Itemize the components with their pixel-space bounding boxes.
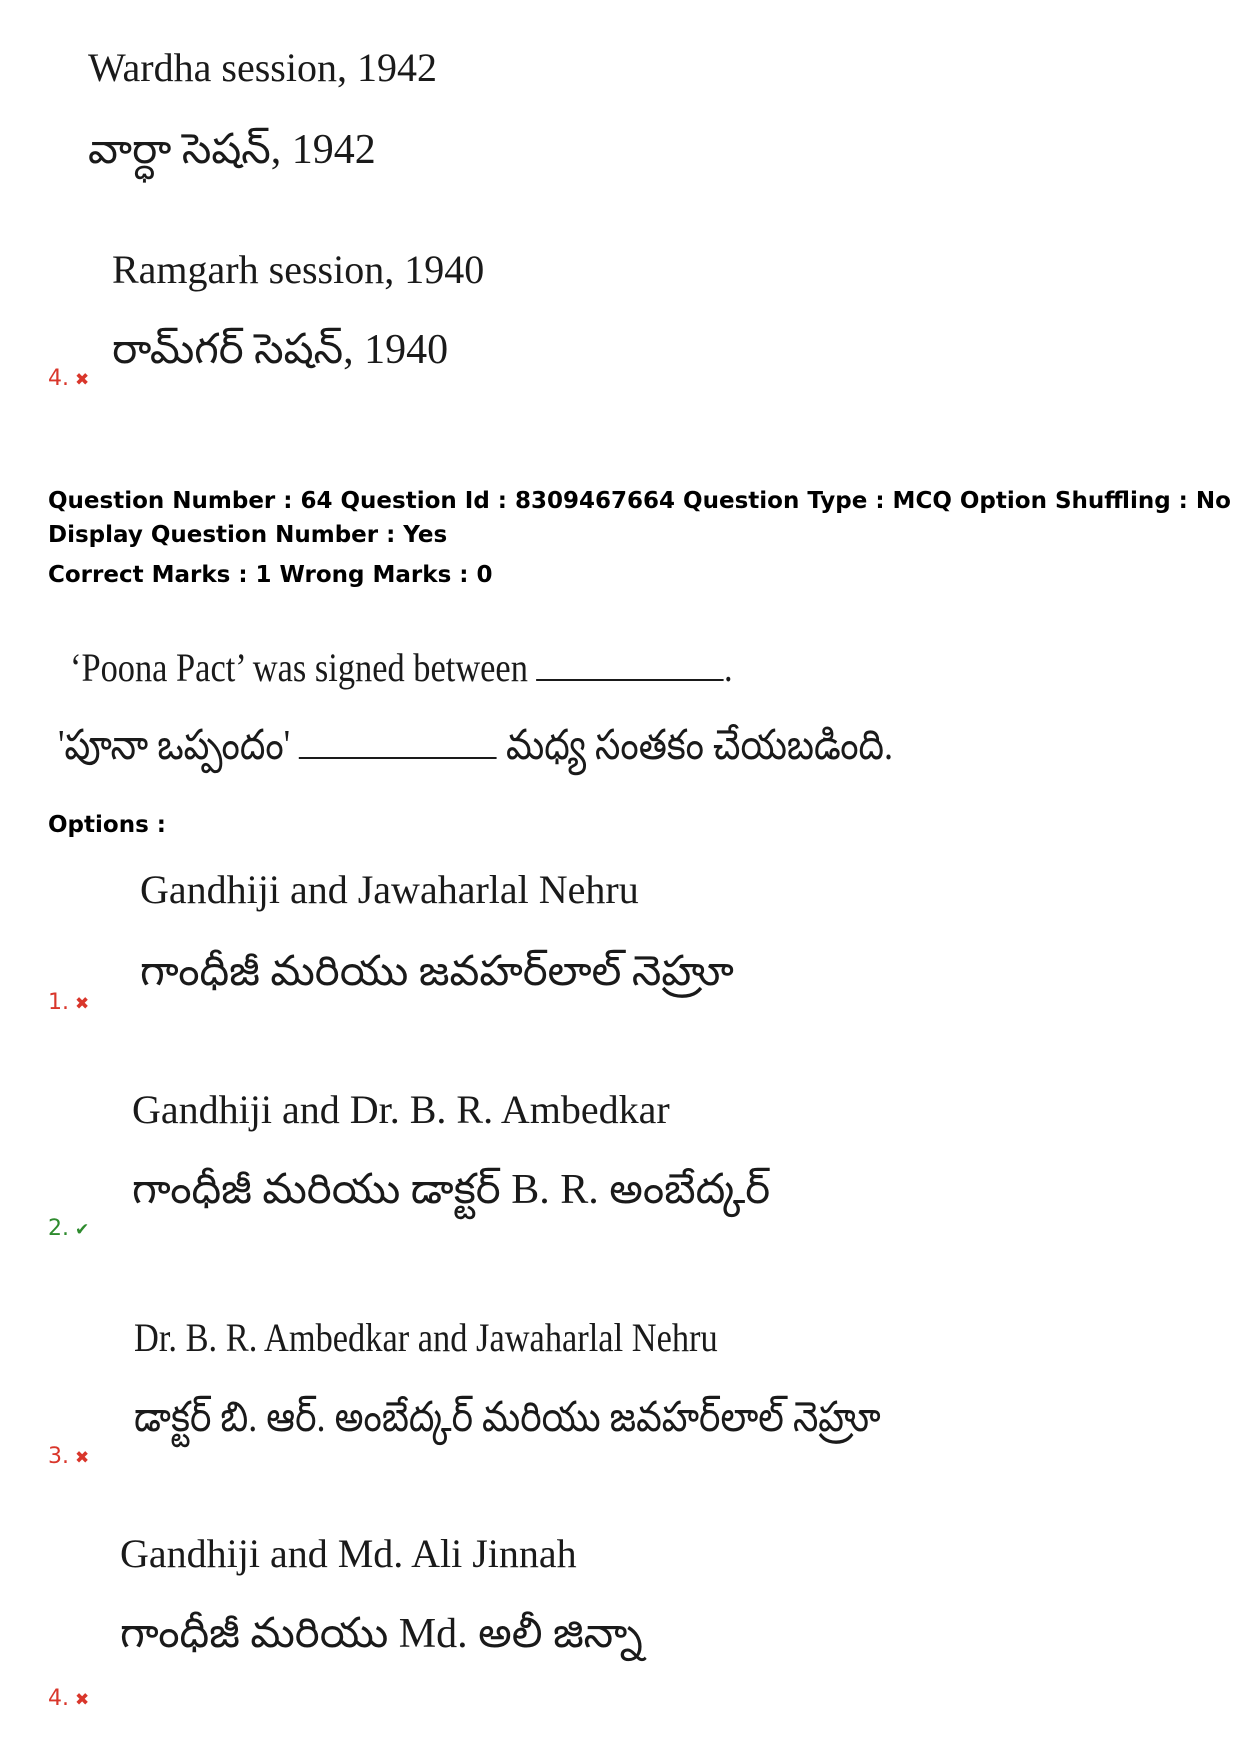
- options-label: Options :: [48, 812, 166, 838]
- question-text-telugu-after: మధ్య సంతకం చేయబడింది.: [506, 723, 894, 769]
- option-3-number: 3.: [48, 1444, 69, 1469]
- option-4-number: 4.: [48, 1686, 69, 1711]
- prev-option-3-telugu: వార్ధా సెషన్, 1942: [88, 127, 376, 173]
- option-1-telugu: గాంధీజీ మరియు జవహర్‌లాల్ నెహ్రూ: [140, 949, 734, 995]
- cross-icon: ✖: [75, 370, 90, 390]
- prev-option-4-number: 4.: [48, 366, 69, 391]
- question-meta-line2: Display Question Number : Yes: [48, 522, 448, 548]
- question-text-english-after: .: [723, 645, 733, 690]
- option-3-telugu: డాక్టర్ బి. ఆర్. అంబేద్కర్ మరియు జవహర్‌లాల్ నెహ్రూ: [134, 1395, 881, 1441]
- option-4-telugu: గాంధీజీ మరియు Md. అలీ జిన్నా: [120, 1611, 643, 1657]
- question-meta-line1: Question Number : 64 Question Id : 8309467664 Question Type : MCQ Option Shuffling : No: [48, 488, 1231, 514]
- prev-option-3-english: Wardha session, 1942: [88, 45, 437, 90]
- option-3-marker: [48, 1444, 89, 1469]
- option-2-marker: [48, 1216, 89, 1241]
- cross-icon: ✖: [75, 1690, 90, 1710]
- option-3-english: Dr. B. R. Ambedkar and Jawaharlal Nehru: [134, 1315, 718, 1360]
- prev-option-4-english: Ramgarh session, 1940: [112, 247, 485, 292]
- option-2-telugu: గాంధీజీ మరియు డాక్టర్ B. R. అంబేద్కర్: [132, 1167, 771, 1213]
- option-1-english: Gandhiji and Jawaharlal Nehru: [140, 867, 639, 912]
- question-text-english: [70, 644, 733, 691]
- question-text-telugu: [58, 722, 893, 780]
- question-text-english-before: ‘Poona Pact’ was signed between: [70, 645, 528, 690]
- option-2-number: 2.: [48, 1216, 69, 1241]
- option-4-english: Gandhiji and Md. Ali Jinnah: [120, 1531, 577, 1576]
- answer-blank-telugu: [299, 756, 497, 759]
- option-2-english: Gandhiji and Dr. B. R. Ambedkar: [132, 1087, 670, 1132]
- prev-option-4-marker: [48, 366, 89, 391]
- check-icon: ✔: [75, 1220, 90, 1240]
- option-1-marker: [48, 990, 89, 1015]
- cross-icon: ✖: [75, 1448, 90, 1468]
- prev-option-4-telugu: రామ్‌గర్ సెషన్, 1940: [112, 327, 449, 373]
- question-marks: Correct Marks : 1 Wrong Marks : 0: [48, 562, 493, 588]
- question-text-telugu-before: 'పూనా ఒప్పందం': [58, 723, 291, 769]
- answer-blank: [537, 678, 724, 681]
- option-1-number: 1.: [48, 990, 69, 1015]
- option-4-marker: [48, 1686, 89, 1711]
- cross-icon: ✖: [75, 994, 90, 1014]
